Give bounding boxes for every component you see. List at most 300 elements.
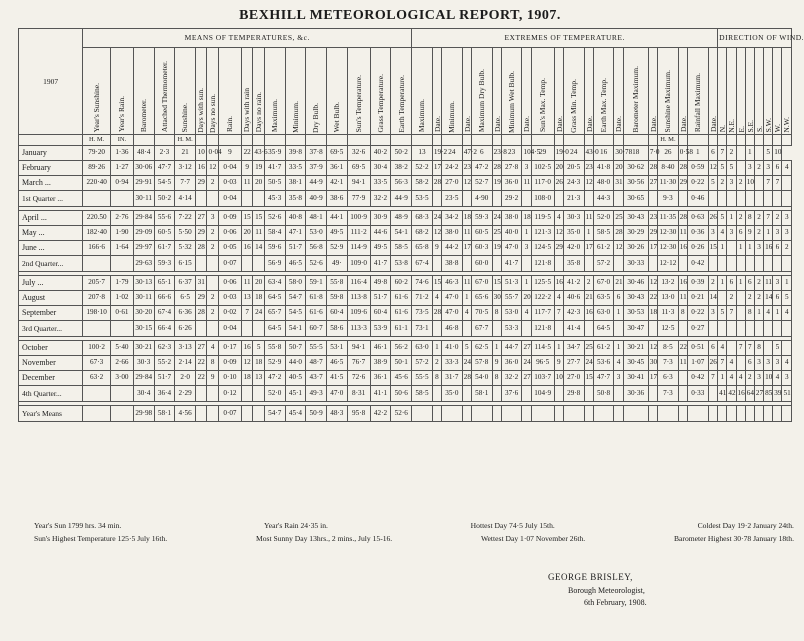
table-cell: 3 <box>754 356 763 371</box>
table-cell: 182·40 <box>83 226 111 241</box>
table-cell: 1 <box>736 241 745 256</box>
table-cell <box>648 406 657 422</box>
table-cell <box>241 321 252 337</box>
table-cell: 25 <box>492 226 501 241</box>
table-cell: 1 <box>782 276 792 291</box>
table-cell: 45·6 <box>391 371 412 386</box>
table-cell <box>727 256 736 272</box>
column-header <box>253 48 264 135</box>
table-cell <box>492 406 501 422</box>
table-cell <box>678 321 687 337</box>
table-cell: 22 <box>195 356 206 371</box>
table-cell: 54·7 <box>264 406 285 422</box>
table-cell <box>678 386 687 402</box>
table-cell <box>764 256 773 272</box>
column-header-label: S. <box>754 126 764 133</box>
table-cell <box>462 191 471 207</box>
table-cell <box>432 386 441 402</box>
table-cell <box>522 386 531 402</box>
table-cell: 19·2 <box>432 146 441 161</box>
table-cell: 1·02 <box>110 291 133 306</box>
unit-cell <box>773 135 782 146</box>
year-sunshine-note: Year's Sun 1799 hrs. 34 min. <box>34 521 122 530</box>
table-cell: 42·3 <box>563 306 584 321</box>
table-cell: 30·11 <box>133 191 154 207</box>
table-cell: 10 <box>745 176 754 191</box>
table-cell: 0·21 <box>687 291 708 306</box>
unit-cell <box>501 135 522 146</box>
unit-cell <box>754 135 763 146</box>
table-cell: 67·4 <box>154 306 175 321</box>
column-header-label: Sunshine. <box>180 103 190 133</box>
table-cell: 1 <box>584 226 593 241</box>
table-cell: 49·5 <box>326 226 347 241</box>
table-cell: 52·0 <box>593 211 614 226</box>
table-cell: 11 <box>678 226 687 241</box>
table-cell <box>195 256 206 272</box>
table-cell: 41·7 <box>370 256 391 272</box>
table-cell: 27 <box>754 386 763 402</box>
table-row <box>19 306 792 321</box>
table-cell: 1 <box>754 306 763 321</box>
table-cell: 2 <box>708 276 718 291</box>
table-cell: 24 <box>253 306 264 321</box>
table-cell <box>432 406 441 422</box>
table-cell: 100·2 <box>83 341 111 356</box>
table-cell: 47·0 <box>442 291 463 306</box>
table-cell: 51·7 <box>285 241 306 256</box>
table-cell: 17 <box>648 241 657 256</box>
table-cell: 29 <box>195 176 206 191</box>
table-cell: 30·9 <box>370 211 391 226</box>
column-header-label: Date. <box>708 116 718 133</box>
table-cell: 0·22 <box>687 306 708 321</box>
table-cell: 13·2 <box>658 276 679 291</box>
column-header <box>727 48 736 135</box>
table-cell: 23 <box>462 161 471 176</box>
table-cell <box>773 256 782 272</box>
table-cell: 2 <box>754 226 763 241</box>
table-cell: 67·3 <box>83 356 111 371</box>
table-cell: 12 <box>648 341 657 356</box>
table-cell: 62·3 <box>154 341 175 356</box>
table-cell: 24·3 <box>563 176 584 191</box>
table-cell: 24 <box>522 356 531 371</box>
table-cell: 166·6 <box>83 241 111 256</box>
table-cell: 8 <box>745 306 754 321</box>
table-cell: 6 <box>745 276 754 291</box>
table-cell: 5 <box>764 146 773 161</box>
unit-cell <box>593 135 614 146</box>
table-cell <box>241 191 252 207</box>
row-label: April ... <box>19 211 83 226</box>
table-cell <box>727 406 736 422</box>
table-cell: 30 <box>492 291 501 306</box>
table-cell: 44·3 <box>593 191 614 207</box>
column-header-label: Sunshine Maximum. <box>663 69 673 133</box>
table-cell: 8 <box>745 211 754 226</box>
table-cell: 0·36 <box>687 226 708 241</box>
table-cell: 27 <box>522 341 531 356</box>
table-cell <box>764 191 773 207</box>
table-cell: 28 <box>678 161 687 176</box>
table-cell: 85 <box>764 386 773 402</box>
table-cell: 3 <box>782 371 792 386</box>
table-cell: 20 <box>614 161 623 176</box>
table-cell: 20·5 <box>563 161 584 176</box>
column-header-label: S.W. <box>764 118 774 133</box>
table-cell: 1·27 <box>110 161 133 176</box>
table-cell: 62·5 <box>471 341 492 356</box>
column-header-label: Maximum. <box>270 99 279 133</box>
column-header <box>745 48 754 135</box>
table-cell: 58·6 <box>326 321 347 337</box>
column-header-label: Maximum Dry Bulb. <box>477 69 487 133</box>
table-cell: 4 <box>614 356 623 371</box>
table-cell: 20 <box>241 226 252 241</box>
table-cell: 16 <box>584 306 593 321</box>
table-cell: 2 <box>736 176 745 191</box>
row-label: September <box>19 306 83 321</box>
table-cell: 5 <box>727 161 736 176</box>
table-cell: 4 <box>718 226 727 241</box>
table-cell <box>195 406 206 422</box>
signature-name: GEORGE BRISLEY, <box>548 572 633 582</box>
unit-cell <box>207 135 218 146</box>
table-cell <box>110 406 133 422</box>
column-header-label: Minimum Wet Bulb. <box>506 70 516 133</box>
table-cell: 11·3 <box>658 306 679 321</box>
table-cell: 36·1 <box>370 371 391 386</box>
table-cell: 2·0 <box>175 371 196 386</box>
table-cell: 0·39 <box>687 276 708 291</box>
table-cell: 30·20 <box>133 306 154 321</box>
table-cell: 56·9 <box>264 256 285 272</box>
row-label: August <box>19 291 83 306</box>
table-cell <box>501 406 522 422</box>
unit-cell: IN. <box>110 135 133 146</box>
table-cell: 30·21 <box>133 341 154 356</box>
table-cell: 50·8 <box>593 386 614 402</box>
table-cell: 57·2 <box>412 356 433 371</box>
table-cell <box>195 191 206 207</box>
table-cell: 29·2 <box>501 191 522 207</box>
table-cell <box>736 146 745 161</box>
table-cell: 40·2 <box>370 146 391 161</box>
table-cell <box>782 321 792 337</box>
table-cell: 15 <box>432 276 441 291</box>
table-cell: 3 <box>764 356 773 371</box>
table-cell: 53·3 <box>501 321 522 337</box>
column-header <box>687 48 708 135</box>
table-cell: 17 <box>462 241 471 256</box>
table-cell: 35·8 <box>285 191 306 207</box>
table-cell: 55·5 <box>306 341 327 356</box>
table-cell: 13 <box>253 371 264 386</box>
table-cell: 6 <box>773 241 782 256</box>
row-label: Year's Means <box>19 406 83 422</box>
table-cell: 29·8 <box>563 386 584 402</box>
table-cell: 24 <box>563 146 584 161</box>
table-cell: 15 <box>253 211 264 226</box>
table-cell <box>207 406 218 422</box>
table-cell <box>727 341 736 356</box>
meteorological-table <box>18 28 804 422</box>
table-cell: 29 <box>195 291 206 306</box>
table-cell: 0·46 <box>687 191 708 207</box>
table-cell: 12·12 <box>658 256 679 272</box>
table-cell: 2 <box>736 211 745 226</box>
table-cell: 26 <box>554 176 563 191</box>
column-header <box>754 48 763 135</box>
table-cell: 18 <box>241 371 252 386</box>
table-cell <box>83 406 111 422</box>
column-header <box>678 48 687 135</box>
column-header <box>708 48 718 135</box>
table-cell: 25 <box>614 211 623 226</box>
unit-cell <box>522 135 531 146</box>
table-cell <box>432 191 441 207</box>
table-cell: 55·8 <box>264 341 285 356</box>
unit-cell <box>347 135 370 146</box>
table-cell: 64·5 <box>593 321 614 337</box>
table-cell <box>623 406 648 422</box>
unit-cell: H. M. <box>175 135 196 146</box>
table-cell <box>708 406 718 422</box>
table-cell: 30·53 <box>623 306 648 321</box>
table-cell: 30·78 <box>614 146 623 161</box>
table-cell: 114·5 <box>531 341 554 356</box>
table-cell: 41·4 <box>563 321 584 337</box>
table-cell <box>614 406 623 422</box>
table-cell: 16 <box>764 241 773 256</box>
table-cell: 8 <box>492 371 501 386</box>
table-cell <box>522 256 531 272</box>
table-cell: 23·8 <box>492 146 501 161</box>
table-cell: 77·9 <box>347 191 370 207</box>
table-cell: 19 <box>492 241 501 256</box>
table-cell: 30·62 <box>623 161 648 176</box>
table-cell: 47·7 <box>154 161 175 176</box>
table-cell <box>195 386 206 402</box>
table-cell: 65·6 <box>471 291 492 306</box>
column-header-label: S.E. <box>745 119 755 133</box>
table-cell <box>678 371 687 386</box>
summary-row <box>19 386 792 402</box>
table-cell: 20 <box>253 276 264 291</box>
table-cell: 44·2 <box>442 241 463 256</box>
table-cell: 36·0 <box>501 176 522 191</box>
table-cell: 3 <box>522 161 531 176</box>
table-cell: 121·3 <box>531 226 554 241</box>
table-cell <box>110 191 133 207</box>
table-cell <box>782 191 792 207</box>
column-header-label: Maximum. <box>417 99 427 133</box>
table-cell: 16 <box>241 241 252 256</box>
table-cell: 61·2 <box>593 241 614 256</box>
unit-cell <box>745 135 754 146</box>
table-cell: 21 <box>614 276 623 291</box>
extremes-group-header: EXTREMES OF TEMPERATURE. <box>412 29 718 48</box>
column-header-label: E. <box>736 126 746 133</box>
table-cell: 18 <box>648 306 657 321</box>
table-cell <box>207 276 218 291</box>
table-cell: 53·6 <box>593 356 614 371</box>
table-cell: 29 <box>195 226 206 241</box>
table-cell: 6 <box>708 146 718 161</box>
row-label: November <box>19 356 83 371</box>
column-header <box>522 48 531 135</box>
table-cell: 29·91 <box>133 176 154 191</box>
table-cell: 21 <box>584 291 593 306</box>
table-row <box>19 161 792 176</box>
barometer-highest-note: Barometer Highest 30·78 January 18th. <box>673 534 794 543</box>
table-cell: 38·9 <box>370 356 391 371</box>
column-header <box>110 48 133 135</box>
table-cell: 50·1 <box>391 356 412 371</box>
table-cell <box>773 321 782 337</box>
table-cell <box>678 256 687 272</box>
table-cell: 6·26 <box>175 321 196 337</box>
column-header-label: Date. <box>554 116 564 133</box>
table-cell <box>253 406 264 422</box>
table-cell: 50·2 <box>391 146 412 161</box>
table-cell: 47·0 <box>326 386 347 402</box>
unit-cell <box>285 135 306 146</box>
table-cell <box>492 191 501 207</box>
table-cell: 38·2 <box>391 161 412 176</box>
table-cell: 6 <box>773 161 782 176</box>
table-cell: 6·37 <box>175 276 196 291</box>
table-cell: 109·0 <box>347 256 370 272</box>
most-sunny-day-note: Most Sunny Day 13hrs., 2 mins., July 15-16. <box>255 534 393 543</box>
table-cell: 66·6 <box>154 291 175 306</box>
table-cell: 4·56 <box>175 406 196 422</box>
table-cell: 8 <box>492 306 501 321</box>
unit-cell <box>253 135 264 146</box>
column-header-label: Date. <box>522 116 532 133</box>
table-cell: 12·30 <box>658 241 679 256</box>
table-cell: 6·5 <box>175 291 196 306</box>
unit-cell <box>412 135 433 146</box>
table-cell: 30·3 <box>563 211 584 226</box>
table-cell: 7 <box>727 306 736 321</box>
table-cell: 43·7 <box>306 371 327 386</box>
row-label: 4th Quarter... <box>19 386 83 402</box>
table-cell: 33·5 <box>370 176 391 191</box>
table-cell: 29 <box>531 146 554 161</box>
column-header-label: N.E. <box>727 118 737 133</box>
table-cell: 40·5 <box>285 371 306 386</box>
table-cell: 25 <box>584 341 593 356</box>
table-cell: 7 <box>764 176 773 191</box>
column-header-label: Sun's Temperature. <box>353 75 363 133</box>
table-cell: 68·3 <box>412 211 433 226</box>
column-header-label: Barometer Maximum. <box>630 65 640 133</box>
table-cell: 30·26 <box>623 241 648 256</box>
table-cell: 29 <box>648 226 657 241</box>
table-cell <box>110 256 133 272</box>
table-cell: 71·2 <box>412 291 433 306</box>
table-cell: 7 <box>718 146 727 161</box>
table-cell: 60·5 <box>154 226 175 241</box>
table-cell <box>492 386 501 402</box>
table-cell: 3 <box>614 371 623 386</box>
table-cell: 2 <box>207 291 218 306</box>
table-cell: 27 <box>522 371 531 386</box>
table-cell: 23 <box>648 211 657 226</box>
table-cell: 3 <box>782 226 792 241</box>
table-cell: 18 <box>522 211 531 226</box>
table-cell: 15 <box>492 276 501 291</box>
table-cell: 69·5 <box>326 146 347 161</box>
table-cell <box>754 191 763 207</box>
signature-date: 6th February, 1908. <box>584 598 647 608</box>
table-cell: 5·40 <box>110 341 133 356</box>
table-cell: 2 <box>782 241 792 256</box>
table-cell <box>727 321 736 337</box>
table-cell <box>83 191 111 207</box>
table-cell: 67·7 <box>471 321 492 337</box>
table-cell: 44·9 <box>306 176 327 191</box>
row-label: December <box>19 371 83 386</box>
table-cell: 4 <box>207 341 218 356</box>
table-cell: 31 <box>195 276 206 291</box>
table-cell <box>110 321 133 337</box>
table-cell <box>764 321 773 337</box>
table-cell: 51·3 <box>501 276 522 291</box>
column-header <box>764 48 773 135</box>
table-cell: 121·8 <box>531 321 554 337</box>
table-cell: 1 <box>522 226 531 241</box>
table-cell: 2·14 <box>175 356 196 371</box>
table-cell: 36·0 <box>501 356 522 371</box>
table-cell: 51 <box>782 386 792 402</box>
table-cell: 19·0 <box>554 146 563 161</box>
table-cell: 58·4 <box>264 226 285 241</box>
table-cell: 53·1 <box>326 341 347 356</box>
row-label: May ... <box>19 226 83 241</box>
table-row <box>19 241 792 256</box>
table-cell: 22 <box>241 146 252 161</box>
column-header <box>782 48 792 135</box>
unit-cell <box>133 135 154 146</box>
table-cell <box>462 386 471 402</box>
table-cell: 10 <box>554 371 563 386</box>
table-cell: 1 <box>718 241 727 256</box>
table-cell: 5 <box>718 211 727 226</box>
table-row <box>19 341 792 356</box>
table-cell: 16 <box>736 386 745 402</box>
table-cell: 4 <box>522 306 531 321</box>
table-cell: 3·12 <box>175 161 196 176</box>
table-cell <box>241 406 252 422</box>
column-header-label: Grass Min. Temp. <box>568 78 578 133</box>
unit-cell <box>218 135 241 146</box>
table-cell: 10 <box>195 146 206 161</box>
unit-cell <box>306 135 327 146</box>
table-cell: 8 <box>678 306 687 321</box>
table-cell: 7·0 <box>648 146 657 161</box>
table-cell <box>736 321 745 337</box>
table-cell: 5 <box>462 341 471 356</box>
table-cell: 8·40 <box>658 161 679 176</box>
table-cell: 28 <box>432 176 441 191</box>
table-cell <box>110 386 133 402</box>
table-cell: 50·2 <box>154 191 175 207</box>
table-cell: 11 <box>764 276 773 291</box>
unit-cell <box>563 135 584 146</box>
